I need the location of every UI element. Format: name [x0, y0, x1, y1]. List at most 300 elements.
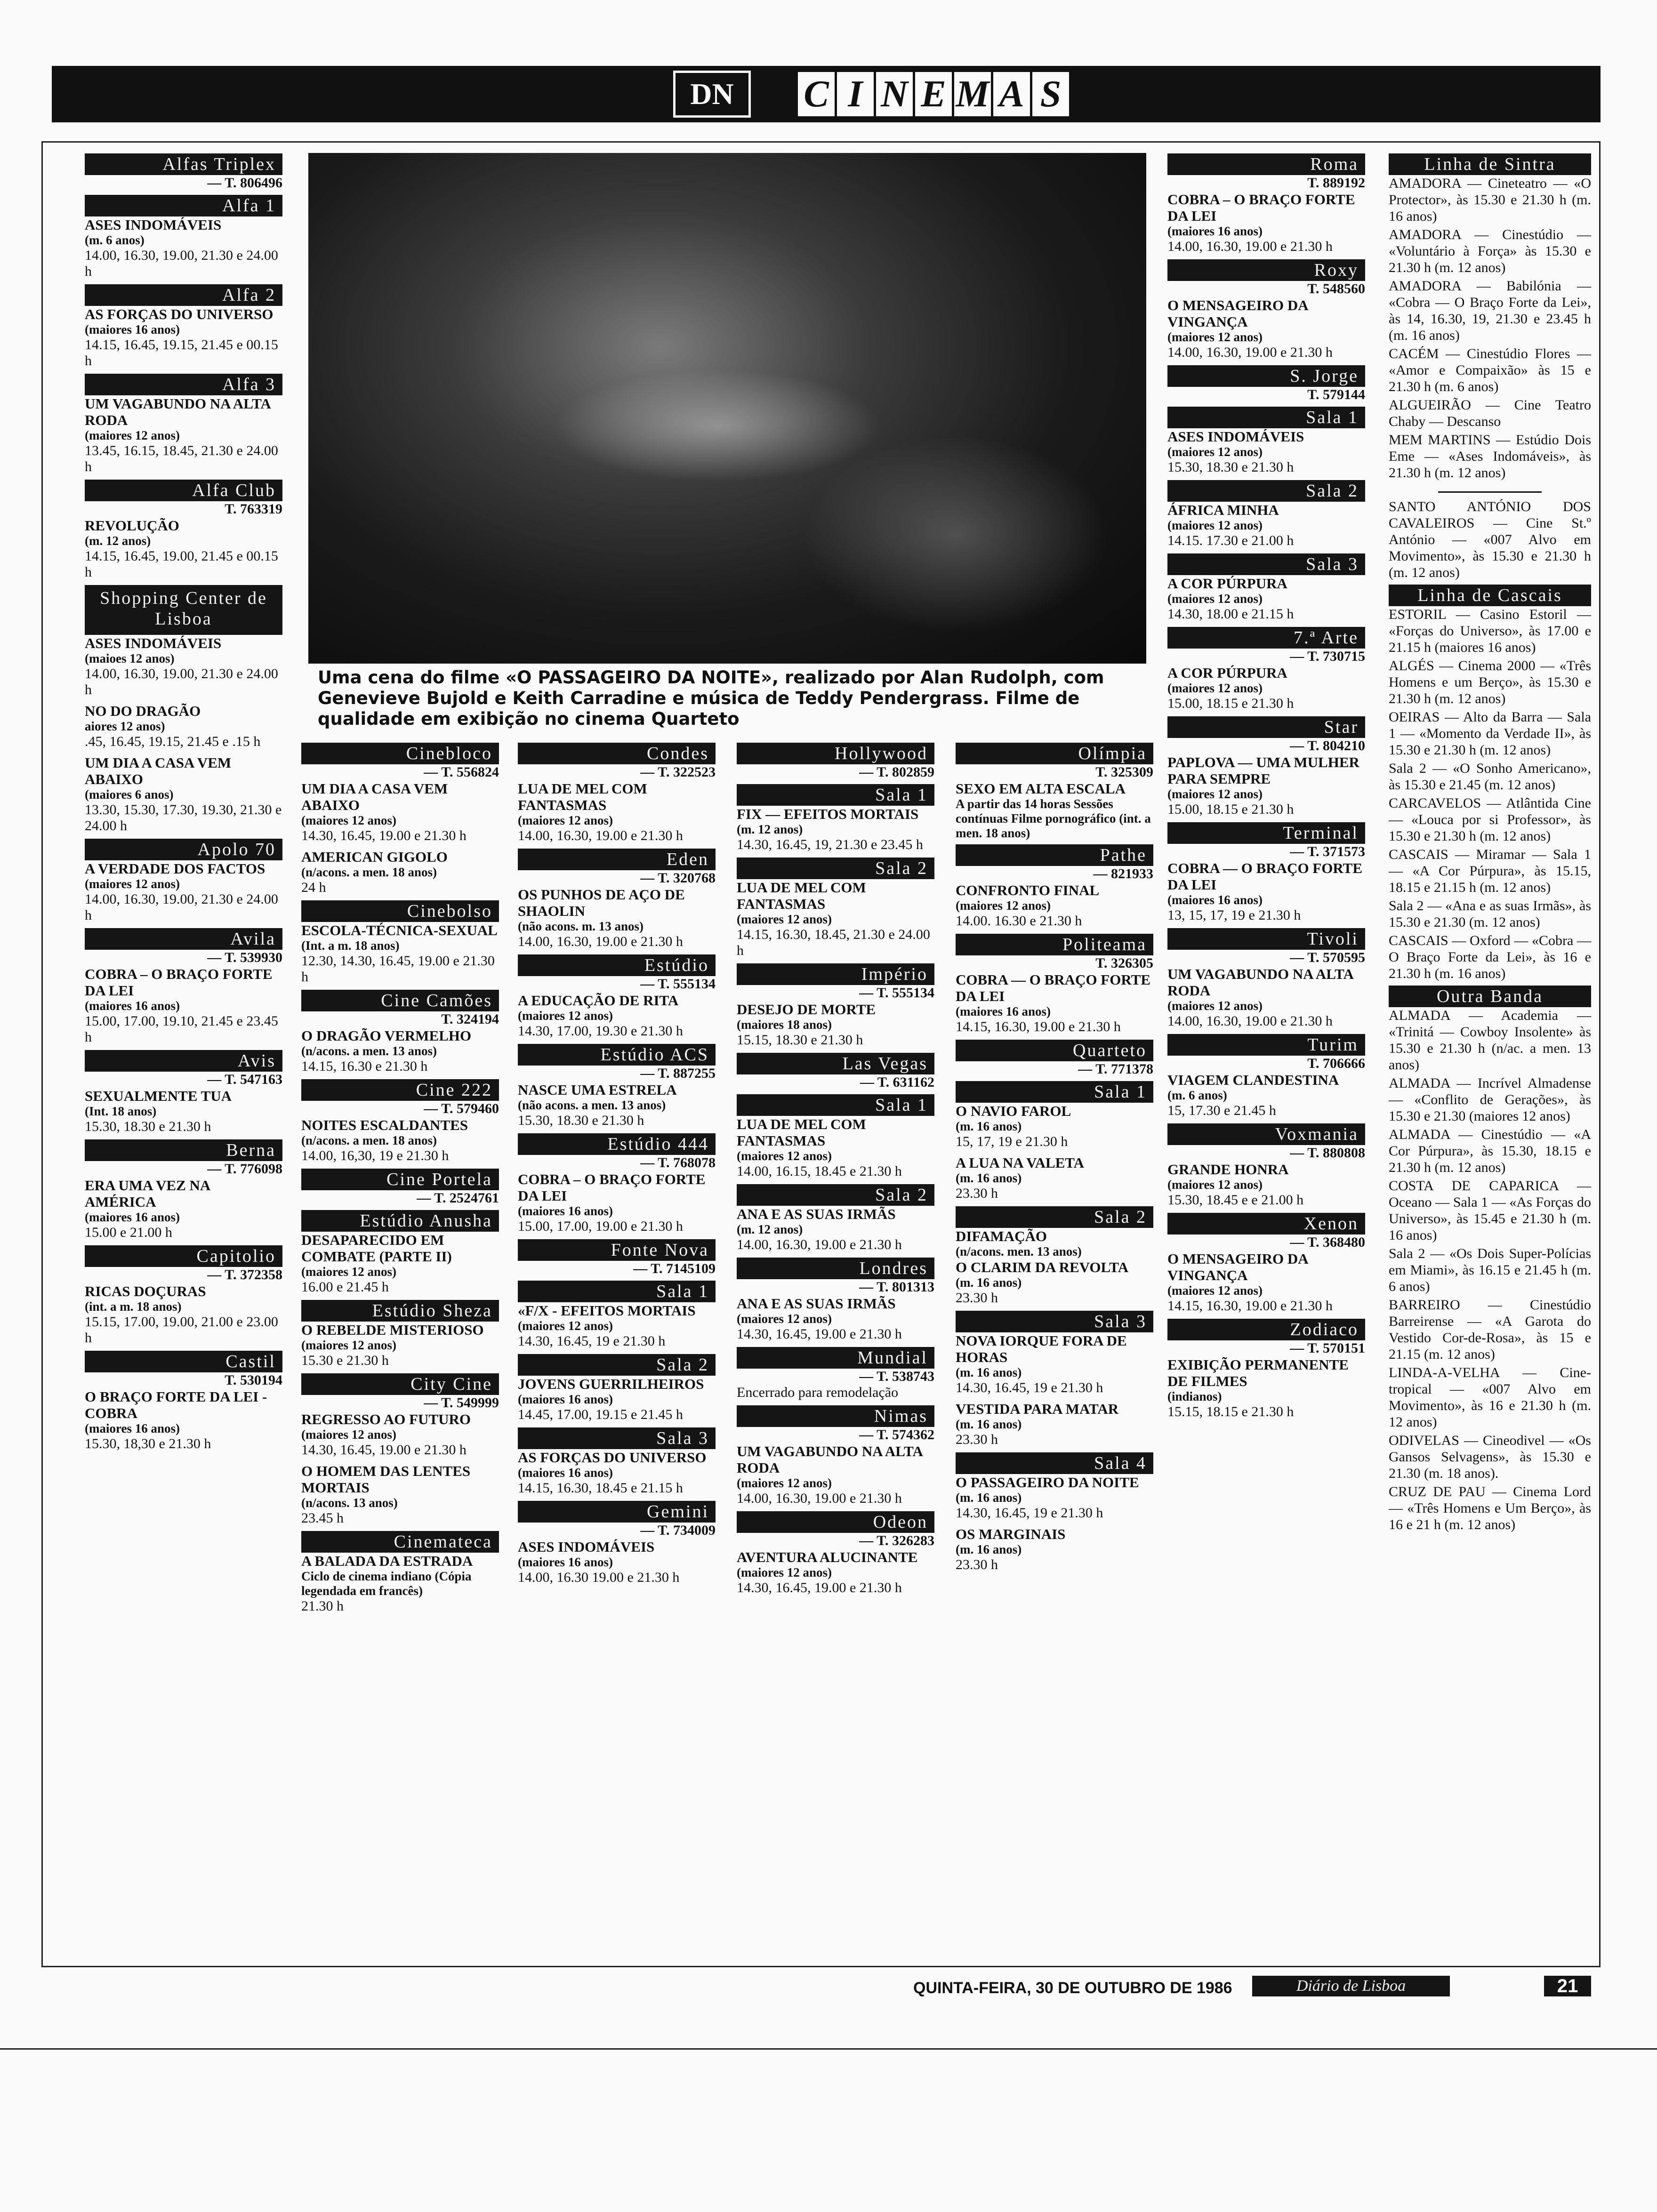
film-rating: (maiores 16 anos) — [518, 1555, 613, 1569]
film-title: UM DIA A CASA VEM ABAIXO — [301, 780, 448, 813]
film-times: 14.00. 16.30 e 21.30 h — [956, 913, 1082, 929]
cinema-entry — [1167, 259, 1365, 361]
regional-listing: Sala 2 — «O Sonho Americano», às 15.30 e 21.45 (m. 12 anos) — [1389, 761, 1591, 793]
film-rating: (não acons. m. 13 anos) — [518, 919, 644, 933]
film-title: COBRA — O BRAÇO FORTE DA LEI — [1167, 860, 1363, 893]
film-times: 15.00 e 21.00 h — [85, 1225, 172, 1240]
film-rating: (Int. a m. 18 anos) — [301, 938, 400, 953]
cinema-phone: T. 889192 — [1307, 175, 1365, 191]
cinema-entry — [1167, 365, 1365, 403]
film-title: A COR PÚRPURA — [1167, 575, 1287, 592]
cinema-phone: T. 579144 — [1307, 387, 1365, 402]
cinema-phone: — T. 326283 — [859, 1533, 934, 1548]
film-rating: (n/acons. a men. 18 anos) — [301, 1133, 437, 1147]
cinema-entry — [1167, 1034, 1365, 1119]
cinema-phone: — T. 547163 — [207, 1072, 282, 1087]
cinema-name: Roma — [1167, 153, 1365, 175]
cinema-name: Hollywood — [737, 743, 934, 764]
film-title: DESAPARECIDO EM COMBATE (PARTE II) — [301, 1232, 452, 1265]
film-times: 14.00, 16.15, 18.45 e 21.30 h — [737, 1163, 902, 1179]
cinema-phone: — T. 555134 — [859, 985, 934, 1001]
separator — [1438, 491, 1542, 493]
cinema-phone: — T. 768078 — [640, 1155, 716, 1170]
cinema-entry — [301, 1373, 499, 1526]
film-rating: Ciclo de cinema indiano (Cópia legendada em francês) — [301, 1569, 472, 1598]
film-times: 14.30, 18.00 e 21.15 h — [1167, 606, 1294, 622]
film-title: UM VAGABUNDO NA ALTA RODA — [737, 1443, 923, 1476]
cinema-name: Império — [737, 963, 934, 985]
cinema-entry — [737, 1184, 934, 1253]
film-title: NASCE UMA ESTRELA — [518, 1082, 677, 1098]
film-times: Encerrado para remodelação — [737, 1385, 899, 1400]
film-times: 14.00, 16.30, 19.00 e 21.30 h — [737, 1491, 902, 1506]
film-times: 15.15, 18.15 e 21.30 h — [1167, 1404, 1294, 1419]
film-rating: (maiores 16 anos) — [85, 999, 180, 1013]
film-rating: (m. 12 anos) — [85, 534, 151, 548]
film-times: 15.30, 18.30 e 21.30 h — [518, 1113, 644, 1128]
cinema-name: Sala 2 — [1167, 480, 1365, 502]
cinema-entry — [85, 839, 282, 923]
film-rating: (maiores 12 anos) — [737, 1149, 832, 1163]
cinema-name: S. Jorge — [1167, 365, 1365, 387]
film-rating: (m. 16 anos) — [956, 1119, 1022, 1133]
film-rating: (maiores 16 anos) — [85, 322, 180, 337]
film-title: O MENSAGEIRO DA VINGANÇA — [1167, 1250, 1308, 1283]
film-rating: (maiores 12 anos) — [737, 1312, 832, 1326]
cinema-phone: T. 326305 — [1095, 955, 1153, 971]
film-times: 23.30 h — [956, 1186, 998, 1201]
film-rating: (maiores 16 anos) — [956, 1004, 1051, 1018]
regional-listing: ESTORIL — Casino Estoril — «Forças do Universo», às 17.00 e 21.15 h (maiores 16 anos) — [1389, 607, 1591, 655]
film-rating: (maiores 12 anos) — [1167, 518, 1263, 532]
film-rating: (m. 16 anos) — [956, 1542, 1022, 1556]
cinema-entry — [737, 1405, 934, 1507]
film-times: 14.15, 16.30, 19.00 e 21.30 h — [1167, 1298, 1333, 1314]
cinema-entry — [518, 954, 716, 1039]
cascais-listings — [1389, 606, 1591, 982]
film-times: 15.30, 18.45 e e 21.00 h — [1167, 1192, 1304, 1208]
cinema-name: Alfa 1 — [85, 195, 282, 216]
film-rating: (maiores 16 anos) — [518, 1466, 613, 1480]
film-title: UM VAGABUNDO NA ALTA RODA — [85, 395, 271, 428]
cinema-name: Sala 2 — [956, 1206, 1153, 1228]
cinema-entry — [301, 1300, 499, 1369]
film-rating: (maiores 16 anos) — [518, 1204, 613, 1218]
cinema-phone: — T. 2524761 — [417, 1190, 499, 1206]
film-title: O CLARIM DA REVOLTA — [956, 1259, 1129, 1275]
cinema-name: Sala 1 — [1167, 407, 1365, 428]
cinema-name: Estúdio — [518, 954, 716, 976]
film-times: 14.15, 16.30, 18.45, 21.30 e 24.00 h — [737, 927, 930, 958]
cinema-name: Cinebloco — [301, 743, 499, 764]
cinema-entry — [1167, 1123, 1365, 1208]
cinema-entry — [737, 1511, 934, 1596]
cinema-phone: — T. 802859 — [859, 764, 934, 780]
section-title-cinemas — [796, 70, 1069, 119]
cinema-name: Fonte Nova — [518, 1239, 716, 1261]
film-times: 12.30, 14.30, 16.45, 19.00 e 21.30 h — [301, 953, 495, 985]
cinema-phone: — T. 368480 — [1290, 1234, 1365, 1250]
film-title: EXIBIÇÃO PERMANENTE DE FILMES — [1167, 1356, 1349, 1389]
cinema-name: Avis — [85, 1050, 282, 1072]
film-rating: A partir das 14 horas Sessões contínuas Filme pornográfico (int. a men. 18 anos) — [956, 797, 1151, 840]
cinema-name: Gemini — [518, 1501, 716, 1523]
cinema-name: Zodiaco — [1167, 1319, 1365, 1340]
cinema-entry — [518, 1427, 716, 1496]
cinema-name: Sala 1 — [956, 1081, 1153, 1103]
film-title: A COR PÚRPURA — [1167, 665, 1287, 681]
cinema-entry — [518, 1354, 716, 1423]
cinema-name: Capitolio — [85, 1245, 282, 1267]
banda-listings — [1389, 1007, 1591, 1533]
film-rating: (maiores 12 anos) — [1167, 1178, 1263, 1192]
film-rating: (maiores 16 anos) — [1167, 893, 1263, 907]
cinema-name: Cine 222 — [301, 1079, 499, 1101]
film-times: 24 h — [301, 880, 326, 895]
film-rating: (int. a m. 18 anos) — [85, 1299, 182, 1314]
regional-listing: Sala 2 — «Os Dois Super-Polícias em Miami», às 16.15 e 21.45 h (m. 6 anos) — [1389, 1246, 1591, 1294]
cinema-name: Quarteto — [956, 1040, 1153, 1061]
cinema-phone: — T. 322523 — [640, 764, 716, 780]
header-linha-sintra: Linha de Sintra — [1389, 153, 1591, 175]
cinema-entry — [1167, 153, 1365, 255]
cinema-entry — [518, 849, 716, 950]
film-title: NOVA IORQUE FORA DE HORAS — [956, 1332, 1127, 1365]
header-outra-banda: Outra Banda — [1389, 986, 1591, 1007]
film-title: AS FORÇAS DO UNIVERSO — [85, 306, 273, 322]
cinema-entry — [301, 1210, 499, 1295]
film-title: LUA DE MEL COM FANTASMAS — [518, 780, 647, 813]
footer-date: QUINTA-FEIRA, 30 DE OUTUBRO DE 1986 — [913, 1979, 1232, 1997]
regional-listing: MEM MARTINS — Estúdio Dois Eme — «Ases Indomáveis», às 21.30 h (m. 12 anos) — [1389, 432, 1591, 481]
film-title: A BALADA DA ESTRADA — [301, 1553, 473, 1569]
cinema-entry — [85, 153, 282, 191]
banner-letter: A — [991, 70, 1032, 119]
cinema-name: Sala 4 — [956, 1452, 1153, 1474]
film-times: 14.15, 16.45, 19.15, 21.45 e 00.15 h — [85, 337, 278, 369]
cinema-phone: — T. 806496 — [207, 175, 282, 191]
cinema-name: Cinemateca — [301, 1531, 499, 1553]
film-times: 14.00, 16.30, 19.00, 21.30 e 24.00 h — [85, 248, 278, 279]
film-title: AVENTURA ALUCINANTE — [737, 1549, 918, 1565]
cinema-phone: T. 706666 — [1307, 1056, 1365, 1071]
cinema-entry — [518, 1239, 716, 1277]
regional-listing: ALMADA — Academia — «Trinitá — Cowboy Insolente» às 15.30 e 21.30 h (n/ac. a men. 13 anos) — [1389, 1008, 1591, 1073]
cinema-entry — [85, 754, 282, 834]
cinema-name: Las Vegas — [737, 1053, 934, 1074]
film-rating: (maiores 12 anos) — [85, 428, 180, 442]
cinema-name: Nimas — [737, 1405, 934, 1427]
film-rating: (n/acons. 13 anos) — [301, 1496, 398, 1510]
film-title: CONFRONTO FINAL — [956, 882, 1100, 898]
cinema-phone: — T. 887255 — [640, 1066, 716, 1081]
cinema-entry — [85, 284, 282, 369]
film-times: 14.00, 16.30 19.00 e 21.30 h — [518, 1570, 680, 1585]
film-rating: (maiores 12 anos) — [301, 1338, 396, 1352]
film-times: 14.15, 16.30, 18.45 e 21.15 h — [518, 1480, 683, 1496]
cinema-entry — [956, 934, 1153, 1035]
film-title: JOVENS GUERRILHEIROS — [518, 1376, 704, 1392]
cinema-entry — [956, 1081, 1153, 1202]
film-times: 14.30, 16.45, 19.00 e 21.30 h — [737, 1326, 902, 1342]
bottom-rule — [0, 2048, 1657, 2050]
cinema-name: Londres — [737, 1258, 934, 1279]
cinema-name: Sala 2 — [737, 1184, 934, 1206]
film-rating: (maiores 12 anos) — [737, 912, 832, 926]
film-title: DESEJO DE MORTE — [737, 1001, 876, 1018]
column-1 — [85, 150, 282, 1457]
film-title: UM VAGABUNDO NA ALTA RODA — [1167, 966, 1353, 999]
cinema-phone: — 821933 — [1093, 866, 1153, 882]
film-times: 14.30, 16.45, 19, 21.30 e 23.45 h — [737, 837, 923, 852]
film-title: «F/X - EFEITOS MORTAIS — [518, 1302, 696, 1319]
cinema-phone: — T. 570595 — [1290, 950, 1365, 965]
film-times: 21.30 h — [301, 1598, 344, 1614]
film-rating: (maiores 12 anos) — [301, 1265, 396, 1279]
cinema-entry — [85, 1139, 282, 1241]
film-title: O NAVIO FAROL — [956, 1103, 1071, 1119]
film-title: COBRA — O BRAÇO FORTE DA LEI — [956, 971, 1151, 1004]
cinema-phone: — T. 771378 — [1078, 1061, 1153, 1077]
column-3 — [518, 739, 716, 1590]
cinema-phone: — T. 734009 — [640, 1523, 716, 1538]
cinema-phone: T. 530194 — [225, 1372, 282, 1388]
film-rating: (n/acons. a men. 18 anos) — [301, 865, 437, 879]
film-times: 14.00, 16.30, 19.00, 21.30 e 24.00 h — [85, 666, 278, 697]
film-rating: (maiores 16 anos) — [85, 1421, 180, 1435]
film-title: REGRESSO AO FUTURO — [301, 1411, 471, 1427]
cinema-entry — [85, 1050, 282, 1135]
cinema-entry — [737, 1258, 934, 1342]
cinema-entry — [737, 784, 934, 853]
cinema-entry — [301, 900, 499, 985]
film-title: ANA E AS SUAS IRMÃS — [737, 1206, 896, 1222]
cinema-phone: — T. 570151 — [1290, 1340, 1365, 1356]
film-title: NO DO DRAGÃO — [85, 703, 201, 719]
cinema-phone: — T. 371573 — [1290, 844, 1365, 859]
cinema-phone: — T. 556824 — [424, 764, 499, 780]
film-title: PAPLOVA — UMA MULHER PARA SEMPRE — [1167, 754, 1359, 787]
film-title: AS FORÇAS DO UNIVERSO — [518, 1449, 707, 1466]
regional-listing: AMADORA — Cinestúdio — «Voluntário à Força» às 15.30 e 21.30 h (m. 12 anos) — [1389, 227, 1591, 275]
column-regional — [1389, 150, 1591, 1535]
film-title: SEXO EM ALTA ESCALA — [956, 780, 1126, 797]
film-title: O DRAGÃO VERMELHO — [301, 1027, 472, 1044]
film-times: 14.30, 16.45, 19.00 e 21.30 h — [737, 1580, 902, 1595]
cinema-phone: — T. 801313 — [859, 1279, 934, 1295]
cinema-phone: — T. 538743 — [859, 1369, 934, 1384]
cinema-entry — [1167, 553, 1365, 622]
cinema-entry — [1167, 1213, 1365, 1314]
film-times: 15.15, 18.30 e 21.30 h — [737, 1032, 863, 1048]
cinema-entry — [1167, 480, 1365, 549]
cinema-name: Voxmania — [1167, 1123, 1365, 1145]
film-times: 15, 17, 19 e 21.30 h — [956, 1134, 1068, 1149]
cinema-name: Turim — [1167, 1034, 1365, 1056]
film-rating: (m. 12 anos) — [737, 822, 803, 836]
cinema-entry — [301, 1079, 499, 1164]
film-rating: (maiores 12 anos) — [1167, 999, 1263, 1013]
film-rating: (maiores 12 anos) — [1167, 1283, 1263, 1298]
film-times: 14.00, 16.30, 19.00 e 21.30 h — [518, 828, 683, 843]
film-still-photo — [308, 153, 1146, 664]
regional-listing: AMADORA — Babilónia — «Cobra — O Braço Forte da Lei», às 14, 16.30, 19, 21.30 e 23.45 h (m. 16 anos) — [1389, 278, 1591, 343]
film-title: A EDUCAÇÃO DE RITA — [518, 992, 679, 1009]
film-rating: (maiores 12 anos) — [301, 1427, 396, 1442]
film-times: 23.30 h — [956, 1290, 998, 1306]
banner-letter: M — [952, 70, 993, 119]
cinema-name: City Cine — [301, 1373, 499, 1395]
cinema-name: Sala 1 — [737, 784, 934, 806]
film-rating: (m. 16 anos) — [956, 1417, 1022, 1431]
banner-letter: E — [913, 70, 954, 119]
cinema-name: Alfa 3 — [85, 374, 282, 395]
cinema-name: Avila — [85, 928, 282, 950]
film-rating: (maiores 16 anos) — [518, 1392, 613, 1406]
cinema-entry — [301, 1169, 499, 1206]
film-rating: (Int. 18 anos) — [85, 1104, 157, 1118]
cinema-name: Terminal — [1167, 822, 1365, 844]
film-title: O HOMEM DAS LENTES MORTAIS — [301, 1463, 471, 1496]
film-title: VIAGEM CLANDESTINA — [1167, 1072, 1339, 1088]
film-title: OS MARGINAIS — [956, 1526, 1066, 1542]
cinema-phone: — T. 320768 — [640, 870, 716, 886]
film-title: AMERICAN GIGOLO — [301, 849, 448, 865]
cinema-entry — [85, 1245, 282, 1346]
film-rating: (maiores 16 anos) — [1167, 224, 1263, 238]
film-times: 13.30, 15.30, 17.30, 19.30, 21.30 e 24.00 h — [85, 802, 282, 834]
banner-letter: I — [835, 70, 876, 119]
cinema-entry — [1167, 822, 1365, 923]
sintra-extra: SANTO ANTÓNIO DOS CAVALEIROS — Cine St.º António — «007 Alvo em Movimento», às 15.30 e 21.30 h (m. 12 anos) — [1389, 499, 1591, 580]
cinema-name: Sala 1 — [518, 1281, 716, 1302]
cinema-entry — [518, 1133, 716, 1234]
film-title: O PASSAGEIRO DA NOITE — [956, 1474, 1139, 1491]
column-2 — [301, 739, 499, 1619]
film-times: 14.00, 16.30, 19.00 e 21.30 h — [1167, 1013, 1333, 1029]
film-title: O MENSAGEIRO DA VINGANÇA — [1167, 297, 1308, 330]
cinema-entry — [1167, 627, 1365, 712]
cinema-entry — [956, 1040, 1153, 1077]
regional-listing: CASCAIS — Oxford — «Cobra — O Braço Forte da Lei», às 16 e 21.30 h (m. 16 anos) — [1389, 933, 1591, 981]
film-times: 14.30, 17.00, 19.30 e 21.30 h — [518, 1023, 683, 1039]
cinema-entry — [518, 1501, 716, 1586]
regional-listing: LINDA-A-VELHA — Cine-tropical — «007 Alvo em Movimento», às 16 e 21.30 h (m. 12 anos) — [1389, 1365, 1591, 1430]
cinema-entry — [85, 195, 282, 280]
film-times: 14.30, 16.45, 19 e 21.30 h — [956, 1505, 1103, 1521]
film-title: REVOLUÇÃO — [85, 517, 179, 534]
cinema-name: Estúdio ACS — [518, 1044, 716, 1066]
film-times: 14.15. 17.30 e 21.00 h — [1167, 533, 1294, 548]
cinema-name: Olímpia — [956, 743, 1153, 764]
cinema-name: Odeon — [737, 1511, 934, 1533]
cinema-phone: — T. 539930 — [207, 950, 282, 965]
film-times: 14.00, 16.30, 19.00 e 21.30 h — [1167, 345, 1333, 360]
film-rating: (n/acons. men. 13 anos) — [956, 1244, 1082, 1258]
regional-listing: Sala 2 — «Ana e as suas Irmãs», às 15.30 e 21.30 (m. 12 anos) — [1389, 898, 1591, 930]
regional-listing: ALGUEIRÃO — Cine Teatro Chaby — Descanso — [1389, 397, 1591, 429]
film-title: GRANDE HONRA — [1167, 1161, 1289, 1178]
film-rating: (maiores 12 anos) — [737, 1476, 832, 1490]
film-rating: (maiores 12 anos) — [518, 1319, 613, 1333]
film-times: 15.30 e 21.30 h — [301, 1353, 389, 1368]
cinema-entry — [737, 1347, 934, 1401]
film-times: 14.30, 16.45, 19.00 e 21.30 h — [301, 1442, 467, 1458]
film-rating: (m. 16 anos) — [956, 1491, 1022, 1505]
film-title: ESCOLA-TÉCNICA-SEXUAL — [301, 922, 498, 938]
film-times: 14.00, 16,30, 19 e 21.30 h — [301, 1148, 449, 1163]
cinema-name: Alfas Triplex — [85, 153, 282, 175]
film-times: 15, 17.30 e 21.45 h — [1167, 1103, 1276, 1118]
cinema-name: Alfa Club — [85, 480, 282, 501]
film-title: A VERDADE DOS FACTOS — [85, 860, 265, 877]
film-title: LUA DE MEL COM FANTASMAS — [737, 1116, 866, 1149]
film-times: 14.15, 16.30 e 21.30 h — [301, 1058, 428, 1074]
sintra-listings — [1389, 175, 1591, 481]
film-rating: (maiores 12 anos) — [1167, 787, 1263, 801]
regional-listing: BARREIRO — Cinestúdio Barreirense — «A Garota do Vestido Cor-de-Rosa», às 15 e 21.15 (m. 12 anos) — [1389, 1297, 1591, 1362]
cinema-name: Cine Portela — [301, 1169, 499, 1190]
cinema-entry — [301, 990, 499, 1074]
cinema-entry — [85, 585, 282, 698]
cinema-entry — [956, 1311, 1153, 1448]
film-rating: (maiores 12 anos) — [518, 813, 613, 827]
cinema-phone: — T. 555134 — [640, 976, 716, 992]
film-times: 15.30, 18,30 e 21.30 h — [85, 1436, 211, 1451]
film-times: 15.00, 18.15 e 21.30 h — [1167, 696, 1294, 711]
cinema-name: Sala 3 — [956, 1311, 1153, 1332]
film-times: 14.00, 16.30, 19.00 e 21.30 h — [518, 934, 683, 949]
dn-logo: DN — [673, 71, 751, 118]
cinema-name: Politeama — [956, 934, 1153, 955]
film-rating: (maioes 12 anos) — [85, 651, 175, 665]
cinema-phone: — T. 730715 — [1290, 649, 1365, 664]
regional-listing: CARCAVELOS — Atlântida Cine — «Louca por si Professor», às 15.30 e 21.30 h (m. 12 anos) — [1389, 795, 1591, 844]
cinema-phone: — T. 372358 — [207, 1267, 282, 1282]
cinema-entry — [301, 1531, 499, 1614]
cinema-entry — [956, 1206, 1153, 1306]
film-rating: (m. 6 anos) — [85, 233, 145, 247]
regional-listing: CACÉM — Cinestúdio Flores — «Amor e Compaixão» às 15 e 21.30 h (m. 6 anos) — [1389, 346, 1591, 394]
cinema-phone: T. 548560 — [1307, 281, 1365, 297]
cinema-phone: — T. 549999 — [424, 1395, 499, 1411]
cinema-entry — [956, 844, 1153, 929]
cinema-name: Sala 2 — [737, 858, 934, 879]
regional-listing: OEIRAS — Alto da Barra — Sala 1 — «Momento da Verdade II», às 15.30 e 21.30 h (m. 12 anos) — [1389, 709, 1591, 758]
film-times: 15.00, 17.00, 19.10, 21.45 e 23.45 h — [85, 1013, 278, 1045]
film-rating: (maiores 12 anos) — [301, 813, 396, 827]
film-rating: (maiores 16 anos) — [85, 1210, 180, 1224]
regional-listing: COSTA DE CAPARICA — Oceano — Sala 1 — «As Forças do Universo», às 15.45 e 21.30 h (m. 16 anos) — [1389, 1178, 1591, 1243]
page-number: 21 — [1544, 1976, 1591, 1996]
cinema-name: Shopping Center de Lisboa — [85, 585, 282, 635]
cinema-entry — [518, 743, 716, 844]
cinema-name: Mundial — [737, 1347, 934, 1369]
film-rating: (maiores 6 anos) — [85, 787, 174, 801]
cinema-phone: — T. 574362 — [859, 1427, 934, 1443]
regional-listing: AMADORA — Cineteatro — «O Protector», às 15.30 e 21.30 h (m. 16 anos) — [1389, 176, 1591, 224]
cinema-phone: — T. 631162 — [860, 1074, 934, 1090]
regional-listing: ALMADA — Incrível Almadense — «Conflito de Gerações», às 15.30 e 21.30 (maiores 12 anos) — [1389, 1075, 1591, 1124]
cinema-name: Berna — [85, 1139, 282, 1161]
regional-listing: CASCAIS — Miramar — Sala 1 — «A Cor Púrpura», às 15.15, 18.15 e 21.15 h (m. 12 anos) — [1389, 847, 1591, 895]
regional-listing: ALGÉS — Cinema 2000 — «Três Homens e um Berço», às 15.30 e 21.30 h (m. 12 anos) — [1389, 658, 1591, 706]
cinema-entry — [737, 858, 934, 959]
banner-letter: N — [874, 70, 915, 119]
cinema-name: Roxy — [1167, 259, 1365, 281]
cinema-phone: — T. 880808 — [1290, 1145, 1365, 1161]
film-rating: (n/acons. a men. 13 anos) — [301, 1044, 437, 1058]
